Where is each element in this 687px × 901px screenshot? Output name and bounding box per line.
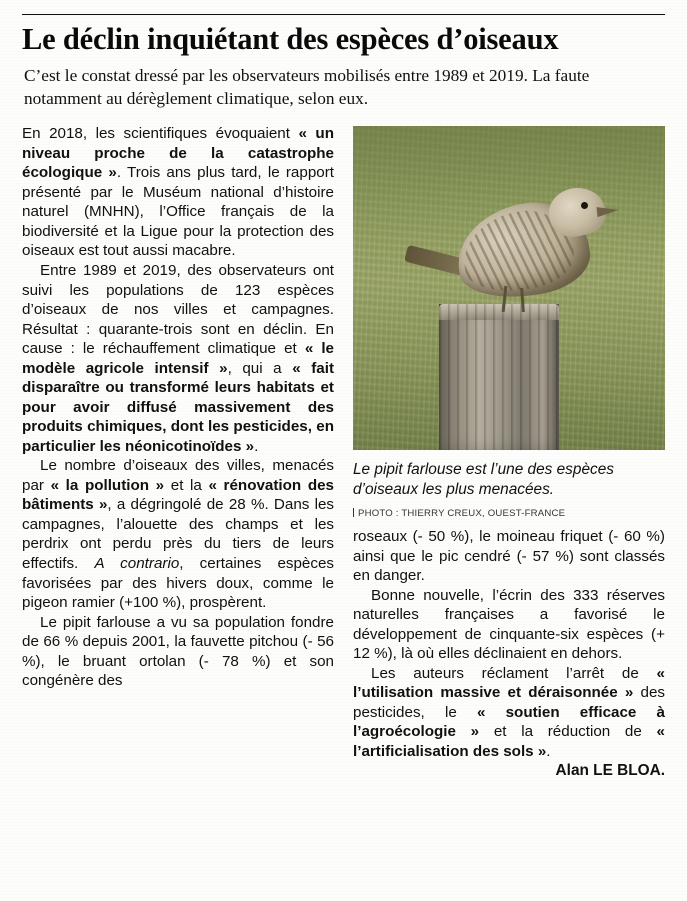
para2-part-e: . xyxy=(254,437,259,455)
para3-quote-2: « rénovation des bâtiments » xyxy=(22,476,334,514)
paragraph-5: roseaux (- 50 %), le moineau friquet (- 60 %) ainsi que le pic cendré (- 57 %) sont classés en danger. xyxy=(353,528,665,585)
para7-quote-2: « soutien efficace à l’agroécologie » xyxy=(353,703,666,741)
para3-part-e: , a dégringolé de 28 %. Dans les campagnes, l’alouette des champs et les perdrix ont perdu près du tiers de leurs effectifs. xyxy=(22,496,335,572)
para7-quote-1: « l’utilisation massive et déraisonnée » xyxy=(353,664,665,702)
para7-quote-3: « l’artificialisation des sols » xyxy=(353,723,665,760)
para2-quote-2: « fait disparaître ou transformé leurs habitats et pour avoir diffusé massivement des produits chimiques, dont les pesticides, en particulier les néonicotinoïdes » xyxy=(22,359,334,455)
page-title: Le déclin inquiétant des espèces d’oiseaux xyxy=(22,22,559,56)
para1-quote: « un niveau proche de la catastrophe écologique » xyxy=(22,125,334,182)
para1-part-a: En 2018, les scientifiques évoquaient xyxy=(22,125,299,143)
para7-part-a: Les auteurs réclament l’arrêt de xyxy=(371,664,657,682)
standfirst: C’est le constat dressé par les observateurs mobilisés entre 1989 et 2019. La faute notamment au dérèglement climatique, selon eux. xyxy=(24,66,590,108)
wooden-post xyxy=(439,304,559,450)
photo-caption: Le pipit farlouse est l’une des espèces d’oiseaux les plus menacées. xyxy=(353,461,614,498)
photo-block xyxy=(353,126,665,519)
article-photo xyxy=(353,126,665,450)
photo-credit xyxy=(353,508,665,519)
para7-part-c: des pesticides, le xyxy=(353,684,665,721)
paragraph-1 xyxy=(22,124,334,261)
credit-bar-icon xyxy=(353,508,354,517)
para3-part-g: , certaines espèces favorisées par des hivers doux, comme le pigeon ramier (+100 %), prospèrent. xyxy=(22,554,335,612)
body-column-left xyxy=(22,124,334,690)
para3-part-c: et la xyxy=(164,476,209,494)
photo-credit-text: PHOTO : THIERRY CREUX, OUEST-FRANCE xyxy=(358,508,566,520)
para3-part-a: Le nombre d’oiseaux des villes, menacés par xyxy=(22,457,334,494)
para2-part-c: , qui a xyxy=(227,359,293,377)
wood-grain-texture xyxy=(439,304,559,450)
para3-italic: A contrario xyxy=(94,554,180,572)
paragraph-6: Bonne nouvelle, l’écrin des 333 réserves naturelles françaises a favorisé le développement de cinquante-six espèces (+ 12 %), là où elles déclinaient en dehors. xyxy=(353,586,665,663)
byline: Alan LE BLOA. xyxy=(555,762,665,780)
para3-quote-1: « la pollution » xyxy=(50,476,165,494)
paragraph-7 xyxy=(353,664,665,762)
para1-part-c: . Trois ans plus tard, le rapport présenté par le Muséum national d’histoire naturel (MNHN), l’Office français de la biodiversité et la Ligue pour la protection des oiseaux est tout aussi macabre. xyxy=(22,164,334,260)
para2-quote-1: « le modèle agricole intensif » xyxy=(22,340,334,377)
paragraph-2 xyxy=(22,261,334,456)
para7-part-e: et la réduction de xyxy=(479,723,657,741)
para7-part-g: . xyxy=(546,742,551,760)
paragraph-4: Le pipit farlouse a vu sa population fondre de 66 % depuis 2001, la fauvette pitchou (- 56 %), le bruant ortolan (- 78 %) et son congénère des xyxy=(22,613,334,690)
para2-part-a: Entre 1989 et 2019, des observateurs ont suivi les populations de 123 espèces d’oiseaux de nos villes et campagnes. Résultat : quarante-trois sont en déclin. En cause : le réchauffement climatique et xyxy=(22,262,334,358)
paragraph-3 xyxy=(22,456,334,612)
body-column-right xyxy=(353,527,665,781)
top-rule xyxy=(22,14,665,15)
